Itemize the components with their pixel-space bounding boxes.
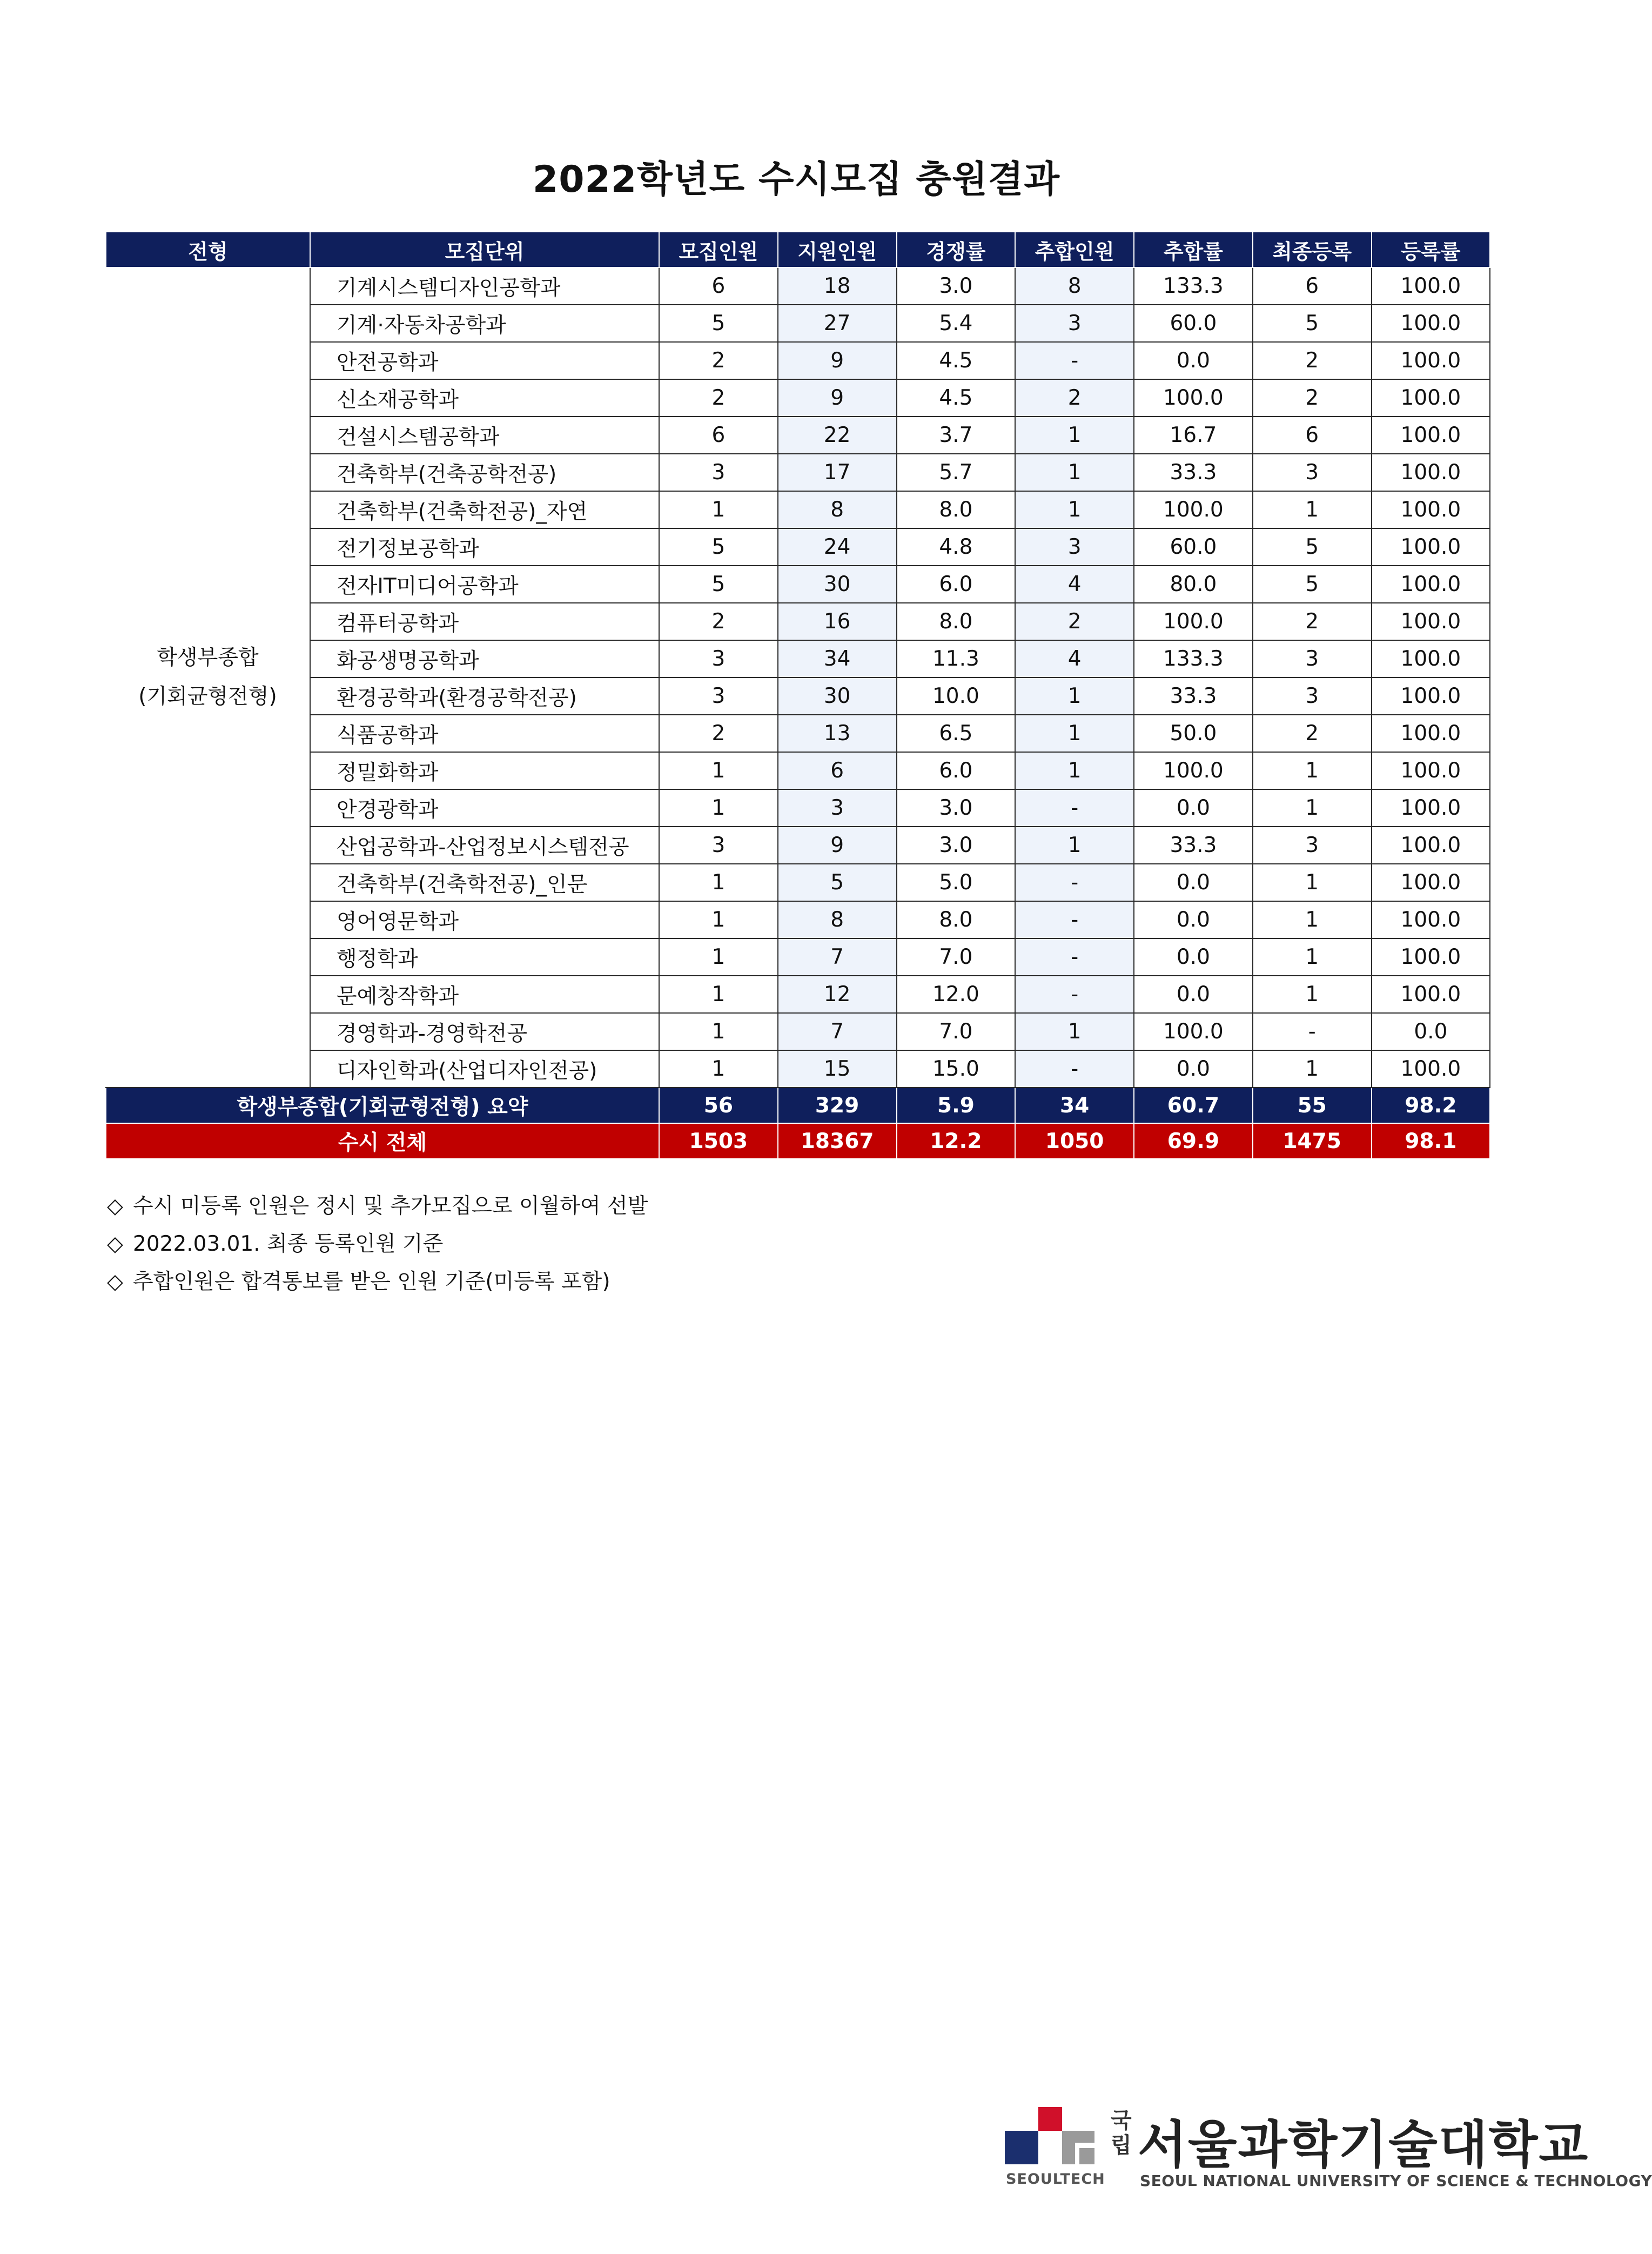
cell-unit: 신소재공학과 bbox=[310, 379, 659, 417]
cell-additional: - bbox=[1015, 864, 1134, 901]
cell-reg-rate: 0.0 bbox=[1372, 1013, 1490, 1050]
cell-registered: 3 bbox=[1253, 640, 1372, 677]
header-unit: 모집단위 bbox=[310, 232, 659, 267]
header-type: 전형 bbox=[106, 232, 310, 267]
cell-ratio: 7.0 bbox=[897, 1013, 1016, 1050]
cell-unit: 안전공학과 bbox=[310, 342, 659, 379]
total-add-rate: 69.9 bbox=[1134, 1123, 1253, 1159]
table-row bbox=[106, 454, 1490, 491]
cell-applicants: 9 bbox=[778, 342, 897, 379]
total-ratio: 12.2 bbox=[897, 1123, 1016, 1159]
table-row bbox=[106, 976, 1490, 1013]
cell-reg-rate: 100.0 bbox=[1372, 267, 1490, 305]
cell-quota: 1 bbox=[659, 1013, 778, 1050]
cell-reg-rate: 100.0 bbox=[1372, 715, 1490, 752]
cell-quota: 3 bbox=[659, 827, 778, 864]
cell-ratio: 11.3 bbox=[897, 640, 1016, 677]
cell-add-rate: 100.0 bbox=[1134, 603, 1253, 640]
cell-reg-rate: 100.0 bbox=[1372, 417, 1490, 454]
cell-add-rate: 133.3 bbox=[1134, 267, 1253, 305]
cell-ratio: 6.5 bbox=[897, 715, 1016, 752]
cell-reg-rate: 100.0 bbox=[1372, 677, 1490, 715]
cell-unit: 환경공학과(환경공학전공) bbox=[310, 677, 659, 715]
cell-applicants: 30 bbox=[778, 566, 897, 603]
summary-add-rate: 60.7 bbox=[1134, 1088, 1253, 1123]
cell-reg-rate: 100.0 bbox=[1372, 864, 1490, 901]
results-table bbox=[105, 231, 1490, 1159]
header-quota: 모집인원 bbox=[659, 232, 778, 267]
seoultech-emblem-icon bbox=[1005, 2107, 1097, 2166]
summary-label: 학생부종합(기회균형전형) 요약 bbox=[106, 1088, 659, 1123]
table-row bbox=[106, 417, 1490, 454]
cell-reg-rate: 100.0 bbox=[1372, 938, 1490, 976]
cell-reg-rate: 100.0 bbox=[1372, 976, 1490, 1013]
cell-quota: 6 bbox=[659, 267, 778, 305]
cell-additional: 4 bbox=[1015, 640, 1134, 677]
cell-additional: 1 bbox=[1015, 752, 1134, 789]
cell-reg-rate: 100.0 bbox=[1372, 305, 1490, 342]
cell-ratio: 4.5 bbox=[897, 342, 1016, 379]
cell-add-rate: 100.0 bbox=[1134, 379, 1253, 417]
cell-applicants: 30 bbox=[778, 677, 897, 715]
cell-ratio: 7.0 bbox=[897, 938, 1016, 976]
table-row bbox=[106, 640, 1490, 677]
cell-registered: 5 bbox=[1253, 528, 1372, 566]
total-additional: 1050 bbox=[1015, 1123, 1134, 1159]
cell-unit: 정밀화학과 bbox=[310, 752, 659, 789]
cell-registered: 5 bbox=[1253, 305, 1372, 342]
cell-add-rate: 0.0 bbox=[1134, 864, 1253, 901]
notes bbox=[107, 1188, 648, 1301]
cell-add-rate: 0.0 bbox=[1134, 938, 1253, 976]
cell-add-rate: 33.3 bbox=[1134, 827, 1253, 864]
table-row bbox=[106, 491, 1490, 528]
cell-registered: - bbox=[1253, 1013, 1372, 1050]
cell-additional: - bbox=[1015, 976, 1134, 1013]
header-additional: 추합인원 bbox=[1015, 232, 1134, 267]
cell-applicants: 6 bbox=[778, 752, 897, 789]
logo-small-char: 국 bbox=[1111, 2108, 1132, 2133]
header-ratio: 경쟁률 bbox=[897, 232, 1016, 267]
cell-unit: 건설시스템공학과 bbox=[310, 417, 659, 454]
cell-quota: 1 bbox=[659, 752, 778, 789]
note-text: 추합인원은 합격통보를 받은 인원 기준(미등록 포함) bbox=[133, 1270, 610, 1294]
cell-applicants: 3 bbox=[778, 789, 897, 827]
cell-additional: 1 bbox=[1015, 715, 1134, 752]
table-row bbox=[106, 1013, 1490, 1050]
cell-quota: 5 bbox=[659, 566, 778, 603]
cell-applicants: 15 bbox=[778, 1050, 897, 1088]
admission-type-line: 학생부종합 bbox=[157, 646, 259, 670]
summary-reg-rate: 98.2 bbox=[1372, 1088, 1490, 1123]
cell-ratio: 10.0 bbox=[897, 677, 1016, 715]
table-row bbox=[106, 342, 1490, 379]
cell-add-rate: 16.7 bbox=[1134, 417, 1253, 454]
cell-reg-rate: 100.0 bbox=[1372, 342, 1490, 379]
cell-ratio: 8.0 bbox=[897, 491, 1016, 528]
cell-unit: 영어영문학과 bbox=[310, 901, 659, 938]
cell-applicants: 34 bbox=[778, 640, 897, 677]
cell-registered: 5 bbox=[1253, 566, 1372, 603]
table-row bbox=[106, 528, 1490, 566]
summary-quota: 56 bbox=[659, 1088, 778, 1123]
table-header-row bbox=[106, 232, 1490, 267]
cell-reg-rate: 100.0 bbox=[1372, 640, 1490, 677]
cell-registered: 2 bbox=[1253, 715, 1372, 752]
table-row bbox=[106, 677, 1490, 715]
cell-additional: 1 bbox=[1015, 454, 1134, 491]
cell-quota: 1 bbox=[659, 491, 778, 528]
cell-registered: 2 bbox=[1253, 342, 1372, 379]
cell-registered: 1 bbox=[1253, 938, 1372, 976]
summary-applicants: 329 bbox=[778, 1088, 897, 1123]
table-row bbox=[106, 566, 1490, 603]
cell-quota: 3 bbox=[659, 640, 778, 677]
cell-reg-rate: 100.0 bbox=[1372, 454, 1490, 491]
cell-quota: 3 bbox=[659, 677, 778, 715]
cell-quota: 1 bbox=[659, 864, 778, 901]
cell-unit: 건축학부(건축학전공)_인문 bbox=[310, 864, 659, 901]
cell-additional: - bbox=[1015, 789, 1134, 827]
table-row bbox=[106, 305, 1490, 342]
cell-additional: - bbox=[1015, 938, 1134, 976]
cell-applicants: 22 bbox=[778, 417, 897, 454]
cell-ratio: 3.0 bbox=[897, 827, 1016, 864]
cell-ratio: 12.0 bbox=[897, 976, 1016, 1013]
cell-unit: 행정학과 bbox=[310, 938, 659, 976]
cell-ratio: 8.0 bbox=[897, 901, 1016, 938]
cell-unit: 디자인학과(산업디자인전공) bbox=[310, 1050, 659, 1088]
header-reg-rate: 등록률 bbox=[1372, 232, 1490, 267]
diamond-icon: ◇ bbox=[107, 1194, 123, 1218]
cell-reg-rate: 100.0 bbox=[1372, 491, 1490, 528]
cell-additional: 1 bbox=[1015, 1013, 1134, 1050]
cell-ratio: 6.0 bbox=[897, 566, 1016, 603]
cell-add-rate: 0.0 bbox=[1134, 976, 1253, 1013]
cell-ratio: 15.0 bbox=[897, 1050, 1016, 1088]
table-row bbox=[106, 267, 1490, 305]
cell-reg-rate: 100.0 bbox=[1372, 379, 1490, 417]
cell-unit: 산업공학과-산업정보시스템전공 bbox=[310, 827, 659, 864]
cell-add-rate: 0.0 bbox=[1134, 1050, 1253, 1088]
note-text: 2022.03.01. 최종 등록인원 기준 bbox=[133, 1232, 444, 1256]
cell-applicants: 16 bbox=[778, 603, 897, 640]
cell-unit: 기계시스템디자인공학과 bbox=[310, 267, 659, 305]
note-item bbox=[107, 1225, 648, 1263]
logo-short-name: SEOULTECH bbox=[1006, 2171, 1105, 2188]
cell-add-rate: 133.3 bbox=[1134, 640, 1253, 677]
cell-quota: 3 bbox=[659, 454, 778, 491]
summary-additional: 34 bbox=[1015, 1088, 1134, 1123]
cell-ratio: 5.0 bbox=[897, 864, 1016, 901]
cell-additional: 1 bbox=[1015, 417, 1134, 454]
cell-add-rate: 50.0 bbox=[1134, 715, 1253, 752]
table-row bbox=[106, 938, 1490, 976]
cell-applicants: 9 bbox=[778, 827, 897, 864]
cell-applicants: 17 bbox=[778, 454, 897, 491]
header-registered: 최종등록 bbox=[1253, 232, 1372, 267]
cell-applicants: 5 bbox=[778, 864, 897, 901]
cell-reg-rate: 100.0 bbox=[1372, 752, 1490, 789]
admission-type-cell bbox=[106, 267, 310, 1088]
cell-unit: 기계·자동차공학과 bbox=[310, 305, 659, 342]
cell-registered: 3 bbox=[1253, 827, 1372, 864]
cell-add-rate: 100.0 bbox=[1134, 752, 1253, 789]
cell-reg-rate: 100.0 bbox=[1372, 789, 1490, 827]
cell-additional: 8 bbox=[1015, 267, 1134, 305]
cell-reg-rate: 100.0 bbox=[1372, 827, 1490, 864]
cell-add-rate: 100.0 bbox=[1134, 491, 1253, 528]
cell-unit: 건축학부(건축학전공)_자연 bbox=[310, 491, 659, 528]
cell-additional: 1 bbox=[1015, 491, 1134, 528]
cell-add-rate: 100.0 bbox=[1134, 1013, 1253, 1050]
total-registered: 1475 bbox=[1253, 1123, 1372, 1159]
cell-add-rate: 0.0 bbox=[1134, 901, 1253, 938]
cell-registered: 6 bbox=[1253, 417, 1372, 454]
table-row bbox=[106, 752, 1490, 789]
logo-national-mark bbox=[1111, 2108, 1132, 2158]
cell-ratio: 3.7 bbox=[897, 417, 1016, 454]
cell-registered: 6 bbox=[1253, 267, 1372, 305]
cell-additional: 4 bbox=[1015, 566, 1134, 603]
cell-additional: 3 bbox=[1015, 305, 1134, 342]
total-quota: 1503 bbox=[659, 1123, 778, 1159]
admission-type-line: (기회균형전형) bbox=[138, 685, 277, 709]
cell-applicants: 8 bbox=[778, 491, 897, 528]
cell-additional: 1 bbox=[1015, 677, 1134, 715]
cell-quota: 1 bbox=[659, 938, 778, 976]
cell-unit: 전자IT미디어공학과 bbox=[310, 566, 659, 603]
cell-registered: 1 bbox=[1253, 491, 1372, 528]
cell-registered: 1 bbox=[1253, 864, 1372, 901]
cell-ratio: 8.0 bbox=[897, 603, 1016, 640]
cell-additional: 1 bbox=[1015, 827, 1134, 864]
diamond-icon: ◇ bbox=[107, 1270, 123, 1294]
cell-quota: 5 bbox=[659, 305, 778, 342]
cell-additional: - bbox=[1015, 1050, 1134, 1088]
total-label: 수시 전체 bbox=[106, 1123, 659, 1159]
cell-registered: 3 bbox=[1253, 454, 1372, 491]
cell-registered: 1 bbox=[1253, 752, 1372, 789]
cell-add-rate: 33.3 bbox=[1134, 677, 1253, 715]
table-row bbox=[106, 864, 1490, 901]
cell-applicants: 13 bbox=[778, 715, 897, 752]
table-row bbox=[106, 603, 1490, 640]
cell-unit: 경영학과-경영학전공 bbox=[310, 1013, 659, 1050]
cell-quota: 2 bbox=[659, 379, 778, 417]
cell-quota: 1 bbox=[659, 1050, 778, 1088]
summary-row bbox=[106, 1088, 1490, 1123]
cell-quota: 5 bbox=[659, 528, 778, 566]
cell-unit: 식품공학과 bbox=[310, 715, 659, 752]
cell-additional: - bbox=[1015, 342, 1134, 379]
table-row bbox=[106, 827, 1490, 864]
cell-add-rate: 60.0 bbox=[1134, 305, 1253, 342]
cell-applicants: 7 bbox=[778, 1013, 897, 1050]
cell-add-rate: 80.0 bbox=[1134, 566, 1253, 603]
page-title: 2022학년도 수시모집 충원결과 bbox=[532, 158, 1060, 201]
cell-applicants: 18 bbox=[778, 267, 897, 305]
cell-ratio: 3.0 bbox=[897, 789, 1016, 827]
total-reg-rate: 98.1 bbox=[1372, 1123, 1490, 1159]
cell-applicants: 9 bbox=[778, 379, 897, 417]
cell-additional: 2 bbox=[1015, 603, 1134, 640]
note-item bbox=[107, 1188, 648, 1225]
cell-applicants: 8 bbox=[778, 901, 897, 938]
cell-quota: 2 bbox=[659, 715, 778, 752]
cell-ratio: 5.4 bbox=[897, 305, 1016, 342]
cell-unit: 컴퓨터공학과 bbox=[310, 603, 659, 640]
cell-additional: 3 bbox=[1015, 528, 1134, 566]
cell-registered: 1 bbox=[1253, 976, 1372, 1013]
cell-ratio: 3.0 bbox=[897, 267, 1016, 305]
university-logo bbox=[1005, 2107, 1652, 2204]
table-row bbox=[106, 1050, 1490, 1088]
diamond-icon: ◇ bbox=[107, 1232, 123, 1256]
header-add-rate: 추합률 bbox=[1134, 232, 1253, 267]
total-row bbox=[106, 1123, 1490, 1159]
cell-quota: 1 bbox=[659, 789, 778, 827]
cell-reg-rate: 100.0 bbox=[1372, 1050, 1490, 1088]
cell-reg-rate: 100.0 bbox=[1372, 566, 1490, 603]
cell-ratio: 4.8 bbox=[897, 528, 1016, 566]
cell-reg-rate: 100.0 bbox=[1372, 901, 1490, 938]
cell-registered: 1 bbox=[1253, 1050, 1372, 1088]
cell-registered: 2 bbox=[1253, 379, 1372, 417]
cell-unit: 화공생명공학과 bbox=[310, 640, 659, 677]
cell-ratio: 6.0 bbox=[897, 752, 1016, 789]
summary-registered: 55 bbox=[1253, 1088, 1372, 1123]
cell-add-rate: 0.0 bbox=[1134, 789, 1253, 827]
cell-quota: 1 bbox=[659, 976, 778, 1013]
cell-applicants: 12 bbox=[778, 976, 897, 1013]
note-item bbox=[107, 1263, 648, 1301]
cell-registered: 1 bbox=[1253, 901, 1372, 938]
table-row bbox=[106, 789, 1490, 827]
logo-english-name: SEOUL NATIONAL UNIVERSITY OF SCIENCE & TECHNOLOGY bbox=[1140, 2172, 1652, 2190]
table-body bbox=[106, 267, 1490, 1159]
cell-ratio: 5.7 bbox=[897, 454, 1016, 491]
summary-ratio: 5.9 bbox=[897, 1088, 1016, 1123]
cell-applicants: 24 bbox=[778, 528, 897, 566]
logo-korean-name: 서울과학기술대학교 bbox=[1138, 2116, 1589, 2175]
cell-unit: 문예창작학과 bbox=[310, 976, 659, 1013]
cell-applicants: 27 bbox=[778, 305, 897, 342]
cell-reg-rate: 100.0 bbox=[1372, 603, 1490, 640]
cell-unit: 안경광학과 bbox=[310, 789, 659, 827]
total-applicants: 18367 bbox=[778, 1123, 897, 1159]
cell-ratio: 4.5 bbox=[897, 379, 1016, 417]
table-row bbox=[106, 715, 1490, 752]
cell-add-rate: 60.0 bbox=[1134, 528, 1253, 566]
cell-applicants: 7 bbox=[778, 938, 897, 976]
cell-quota: 6 bbox=[659, 417, 778, 454]
cell-quota: 2 bbox=[659, 603, 778, 640]
cell-add-rate: 0.0 bbox=[1134, 342, 1253, 379]
cell-reg-rate: 100.0 bbox=[1372, 528, 1490, 566]
note-text: 수시 미등록 인원은 정시 및 추가모집으로 이월하여 선발 bbox=[133, 1194, 648, 1218]
cell-add-rate: 33.3 bbox=[1134, 454, 1253, 491]
cell-quota: 2 bbox=[659, 342, 778, 379]
cell-unit: 건축학부(건축공학전공) bbox=[310, 454, 659, 491]
cell-quota: 1 bbox=[659, 901, 778, 938]
cell-registered: 1 bbox=[1253, 789, 1372, 827]
cell-registered: 2 bbox=[1253, 603, 1372, 640]
cell-additional: - bbox=[1015, 901, 1134, 938]
cell-additional: 2 bbox=[1015, 379, 1134, 417]
table-row bbox=[106, 379, 1490, 417]
header-applicants: 지원인원 bbox=[778, 232, 897, 267]
table-row bbox=[106, 901, 1490, 938]
logo-small-char: 립 bbox=[1111, 2133, 1132, 2158]
cell-registered: 3 bbox=[1253, 677, 1372, 715]
cell-unit: 전기정보공학과 bbox=[310, 528, 659, 566]
